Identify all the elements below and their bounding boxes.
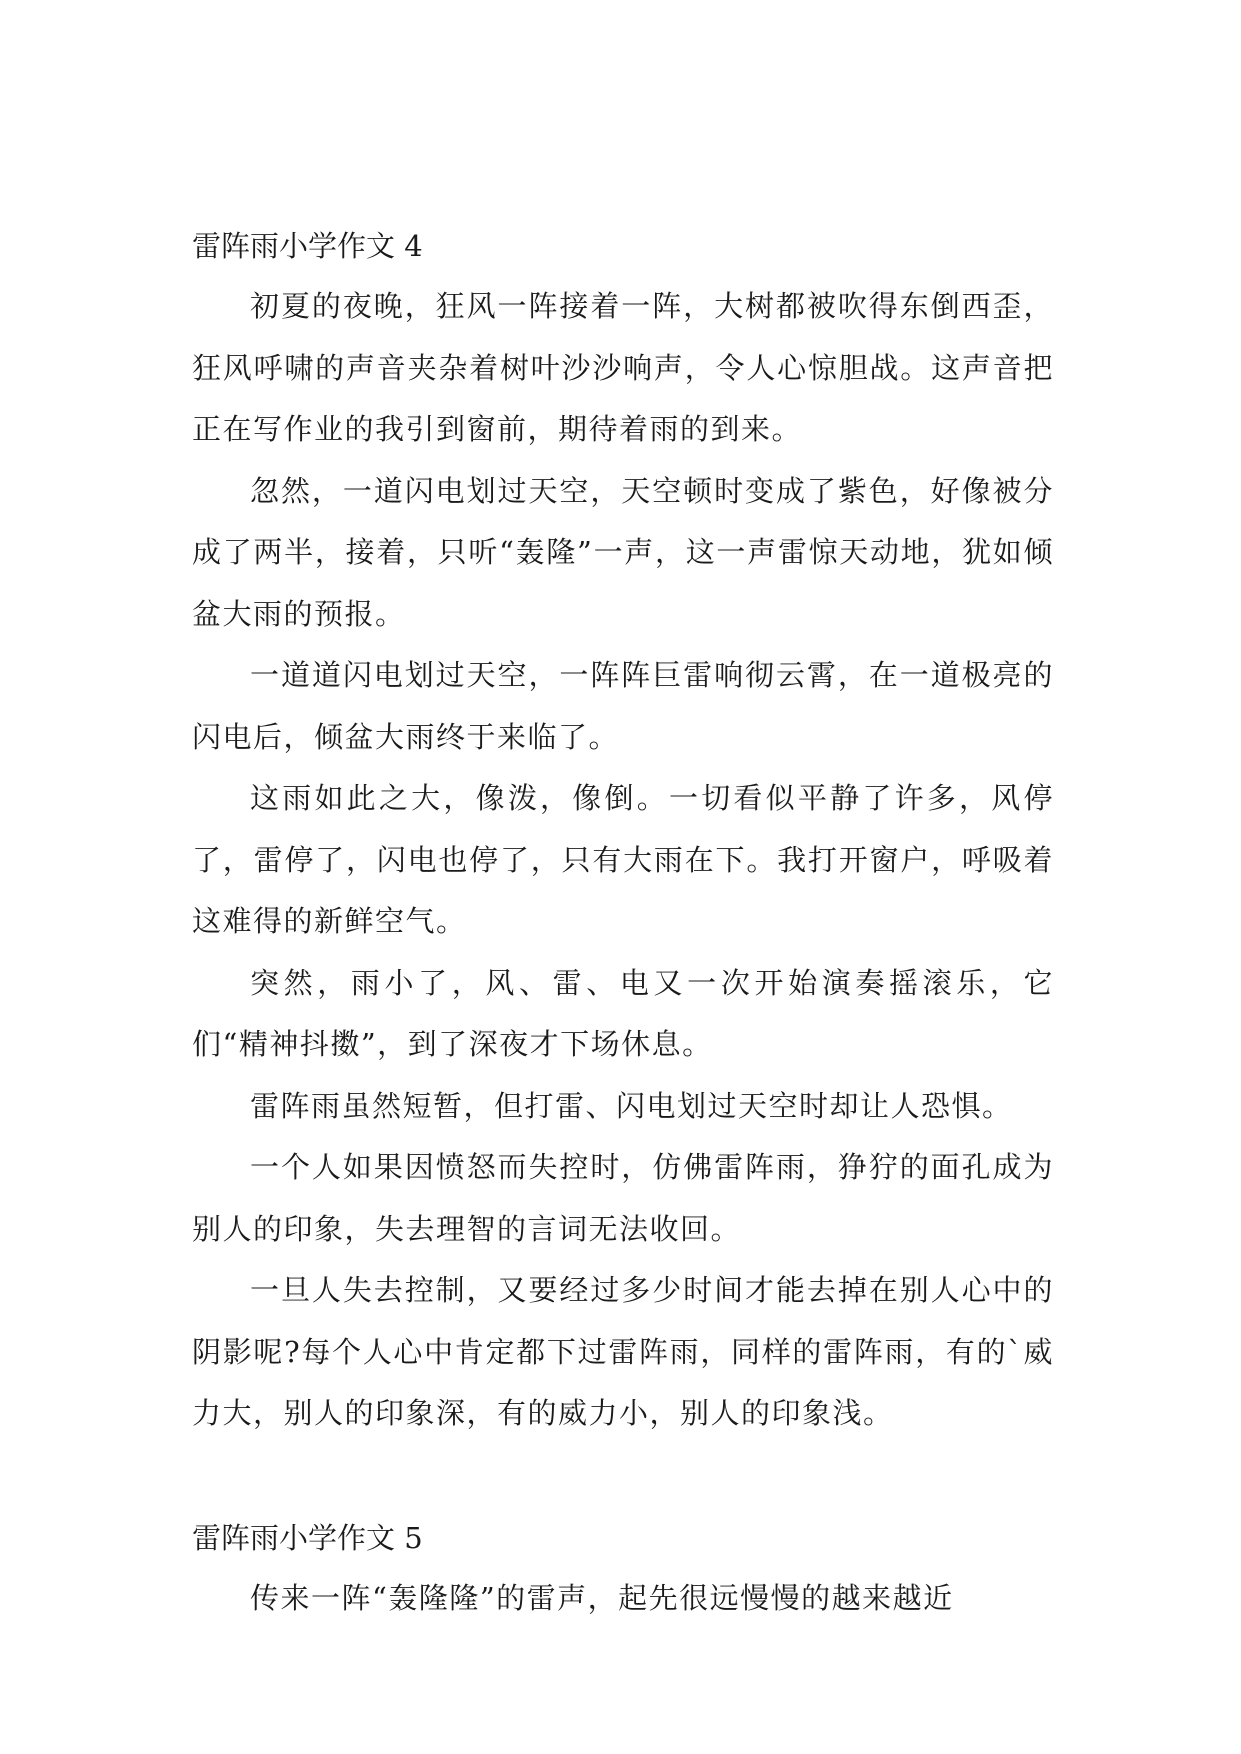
paragraph: 一道道闪电划过天空，一阵阵巨雷响彻云霄，在一道极亮的闪电后，倾盆大雨终于来临了。 bbox=[192, 658, 1054, 754]
paragraph: 突然，雨小了，风、雷、电又一次开始演奏摇滚乐，它们“精神抖擞”，到了深夜才下场休息。 bbox=[192, 965, 1054, 1061]
document-body bbox=[192, 216, 1054, 1629]
section-title: 雷阵雨小学作文 4 bbox=[192, 229, 423, 263]
paragraph: 初夏的夜晚，狂风一阵接着一阵，大树都被吹得东倒西歪，狂风呼啸的声音夹杂着树叶沙沙响声，令人心惊胆战。这声音把正在写作业的我引到窗前，期待着雨的到来。 bbox=[192, 289, 1054, 446]
paragraph: 这雨如此之大，像泼，像倒。一切看似平静了许多，风停了，雷停了，闪电也停了，只有大雨在下。我打开窗户，呼吸着这难得的新鲜空气。 bbox=[192, 781, 1054, 938]
paragraph: 传来一阵“轰隆隆”的雷声，起先很远慢慢的越来越近 bbox=[250, 1580, 954, 1615]
paragraph: 一个人如果因愤怒而失控时，仿佛雷阵雨，狰狞的面孔成为别人的印象，失去理智的言词无法收回。 bbox=[192, 1150, 1054, 1246]
section-title: 雷阵雨小学作文 5 bbox=[192, 1520, 423, 1555]
paragraph: 忽然，一道闪电划过天空，天空顿时变成了紫色，好像被分成了两半，接着，只听“轰隆”一声，这一声雷惊天动地，犹如倾盆大雨的预报。 bbox=[192, 473, 1054, 631]
essay-section-4 bbox=[192, 216, 1054, 1445]
paragraph: 雷阵雨虽然短暂，但打雷、闪电划过天空时却让人恐惧。 bbox=[250, 1088, 1013, 1123]
section-spacer bbox=[192, 1445, 1054, 1508]
essay-section-5 bbox=[192, 1508, 1054, 1630]
paragraph: 一旦人失去控制，又要经过多少时间才能去掉在别人心中的阴影呢?每个人心中肯定都下过雷阵雨，同样的雷阵雨，有的`威力大，别人的印象深，有的威力小，别人的印象浅。 bbox=[192, 1273, 1054, 1430]
